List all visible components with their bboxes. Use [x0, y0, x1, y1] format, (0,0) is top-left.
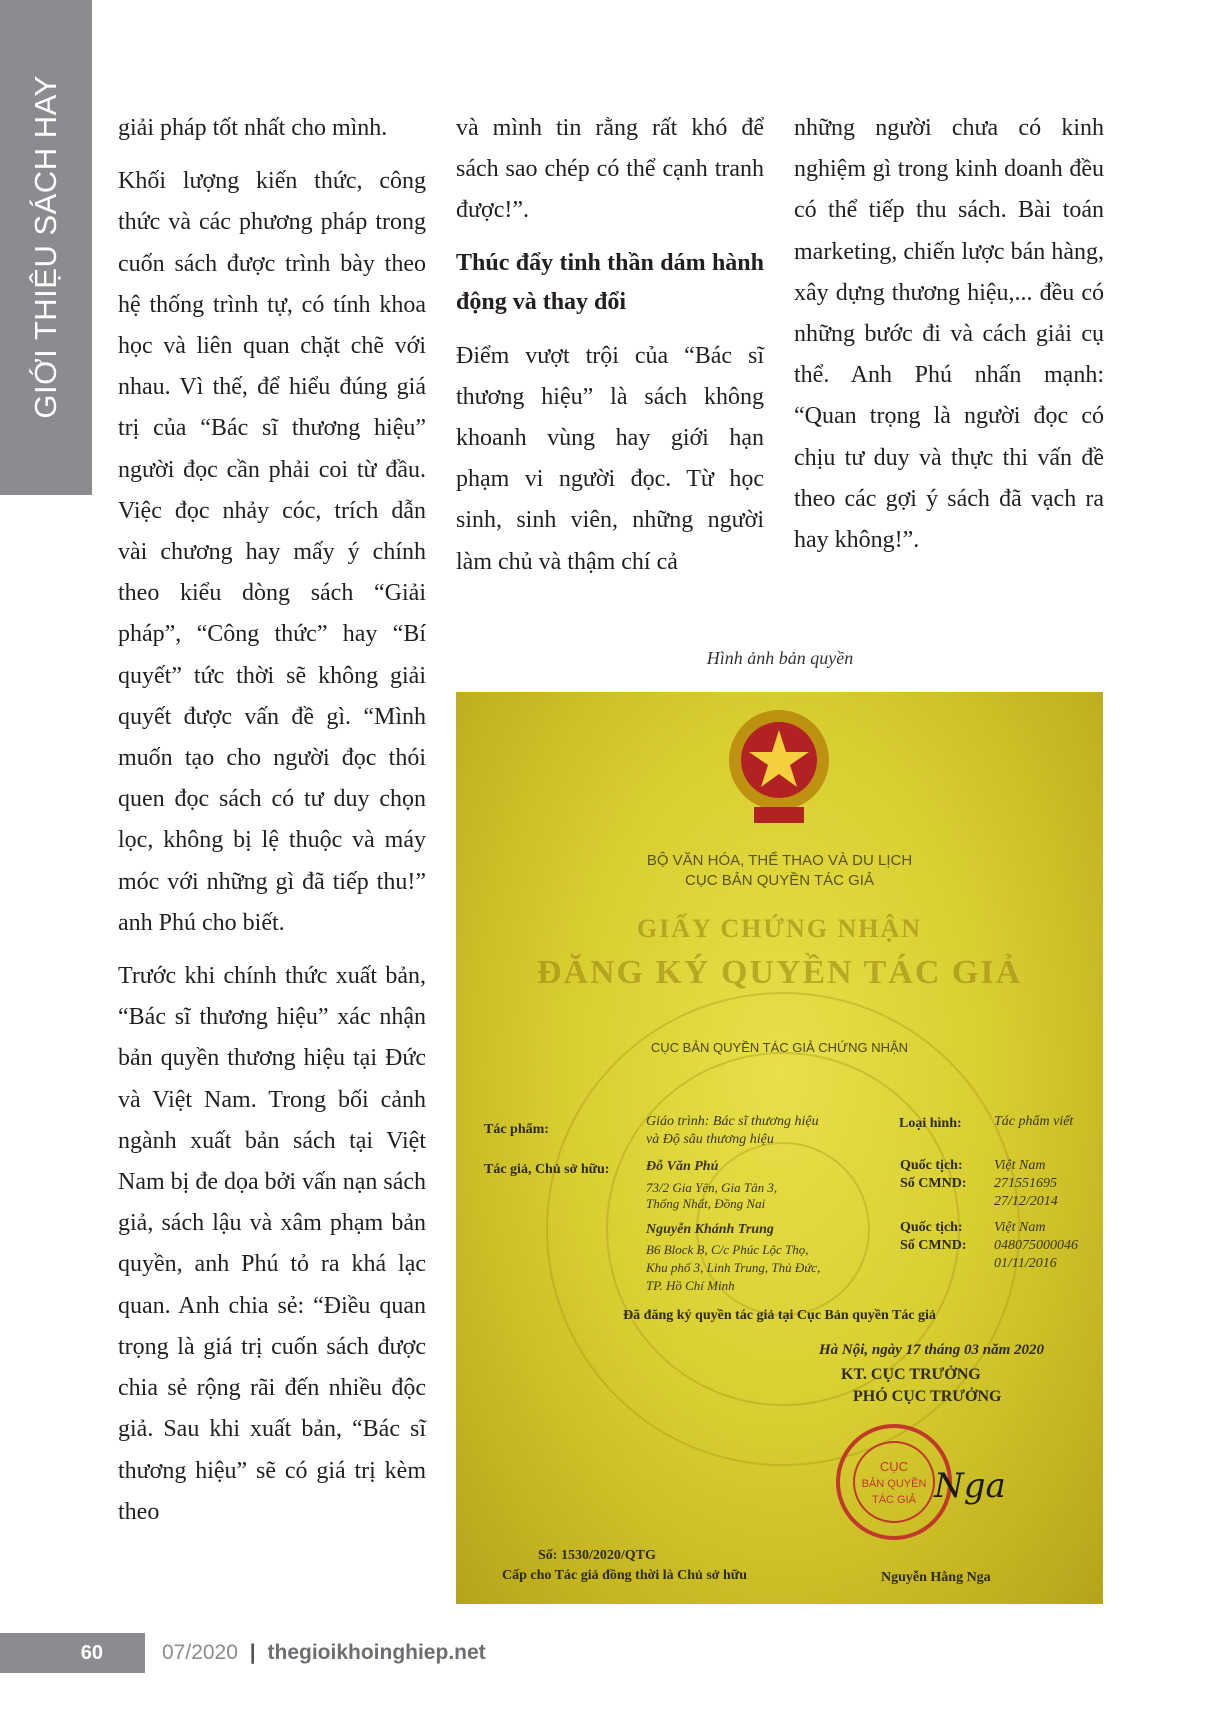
author2-id: 048075000046 — [994, 1238, 1078, 1253]
paragraph: những người chưa có kinh nghiệm gì trong kinh doanh đều có thể tiếp thu sách. Bài toán marketing, chiến lược bán hàng, xây dựng thương hiệu,... đều có những bước đi và cách giải cụ thể. Anh Phú nhấn mạnh: “Quan trọng là người đọc có chịu tư duy và thực thi vấn đề theo các gợi ý sách đã vạch ra hay không!”. — [794, 115, 1104, 554]
signer-name: Nguyễn Hằng Nga — [881, 1570, 991, 1585]
issue-date: 07/2020 — [162, 1641, 238, 1664]
certificate-title-line2: ĐĂNG KÝ QUYỀN TÁC GIẢ — [536, 954, 1023, 991]
place-date: Hà Nội, ngày 17 tháng 03 năm 2020 — [819, 1342, 1045, 1358]
type-value: Tác phẩm viết — [994, 1114, 1074, 1129]
author-label: Tác giả, Chủ sở hữu: — [484, 1162, 610, 1177]
article-column-2 — [456, 108, 764, 595]
certificate-department: CỤC BẢN QUYỀN TÁC GIẢ — [685, 872, 874, 889]
article-column-3 — [794, 108, 1104, 573]
author1-address: Thống Nhất, Đồng Nai — [646, 1196, 766, 1211]
paragraph: Trước khi chính thức xuất bản, “Bác sĩ thương hiệu” xác nhận bản quyền thương hiệu tại Đức và Việt Nam. Trong bối cảnh ngành xuất bản sách tại Việt Nam bị đe dọa bởi vấn nạn sách giả, sách lậu và xâm phạm bản quyền, anh Phú tỏ ra khá lạc quan. Anh chia sẻ: “Điều quan trọng là giá trị cuốn sách được chia sẻ rộng rãi đến nhiều độc giả. Sau khi xuất bản, “Bác sĩ thương hiệu” sẽ có giá trị kèm theo — [118, 963, 426, 1525]
article-column-1 — [118, 108, 426, 1545]
nationality-label: Quốc tịch: — [900, 1220, 963, 1235]
footer-info — [162, 1633, 486, 1673]
website-link[interactable]: thegioikhoinghiep.net — [267, 1641, 486, 1664]
certificate-ministry: BỘ VĂN HÓA, THỂ THAO VÀ DU LỊCH — [646, 852, 913, 869]
author1-name: Đỗ Văn Phú — [646, 1159, 719, 1174]
certificate-certifies: CỤC BẢN QUYỀN TÁC GIẢ CHỨNG NHẬN — [650, 1040, 909, 1055]
author2-name: Nguyễn Khánh Trung — [646, 1222, 774, 1237]
author2-address: Khu phố 3, Linh Trung, Thủ Đức, — [646, 1260, 821, 1275]
nationality-label: Quốc tịch: — [900, 1158, 963, 1173]
seal-text: BẢN QUYỀN — [861, 1478, 927, 1490]
section-label: GIỚI THIỆU SÁCH HAY — [28, 75, 63, 419]
seal-text: CỤC — [879, 1459, 909, 1474]
author1-nationality: Việt Nam — [994, 1158, 1046, 1173]
signature: Nga — [934, 1466, 1006, 1506]
author2-nationality: Việt Nam — [994, 1220, 1046, 1235]
author1-address: 73/2 Gia Yên, Gia Tân 3, — [646, 1180, 778, 1195]
red-seal-icon — [834, 1417, 1006, 1547]
paragraph: Điểm vượt trội của “Bác sĩ thương hiệu” là sách không khoanh vùng hay giới hạn phạm vi người đọc. Từ học sinh, sinh viên, những người làm chủ và thậm chí cả — [456, 342, 764, 575]
work-value: và Độ sâu thương hiệu — [646, 1132, 774, 1147]
paragraph: và mình tin rằng rất khó để sách sao chép có thể cạnh tranh được!”. — [456, 115, 764, 224]
certificate-title-line1: GIẤY CHỨNG NHẬN — [636, 914, 923, 943]
registration-statement: Đã đăng ký quyền tác giả tại Cục Bản quyền Tác giả — [623, 1308, 936, 1323]
copyright-certificate-photo — [456, 692, 1103, 1604]
author2-id-date: 01/11/2016 — [994, 1256, 1057, 1271]
work-value: Giáo trình: Bác sĩ thương hiệu — [646, 1114, 819, 1129]
national-emblem-icon — [709, 702, 849, 832]
section-heading: Thúc đẩy tinh thần dám hành động và thay đổi — [456, 249, 764, 315]
footer-separator: | — [249, 1641, 256, 1664]
page-number: 60 — [80, 1642, 103, 1664]
id-label: Số CMND: — [900, 1238, 967, 1253]
figure-caption: Hình ảnh bản quyền — [706, 648, 854, 668]
issued-to: Cấp cho Tác giả đồng thời là Chủ sở hữu — [502, 1568, 747, 1583]
page-number-bar — [0, 1633, 145, 1673]
type-label: Loại hình: — [899, 1116, 962, 1131]
author2-address: TP. Hồ Chí Minh — [646, 1278, 735, 1293]
paragraph: giải pháp tốt nhất cho mình. — [118, 115, 388, 141]
signer-position: KT. CỤC TRƯỞNG — [841, 1366, 981, 1383]
certificate-number: Số: 1530/2020/QTG — [538, 1548, 656, 1563]
author1-id: 271551695 — [994, 1176, 1057, 1191]
author2-address: B6 Block B, C/c Phúc Lộc Thọ, — [646, 1242, 809, 1257]
work-label: Tác phẩm: — [484, 1122, 549, 1137]
id-label: Số CMND: — [900, 1176, 967, 1191]
paragraph: Khối lượng kiến thức, công thức và các phương pháp trong cuốn sách được trình bày theo hệ thống trình tự, có tính khoa học và liên quan chặt chẽ với nhau. Vì thế, để hiểu đúng giá trị của “Bác sĩ thương hiệu” người đọc cần phải coi từ đầu. Việc đọc nhảy cóc, trích dẫn vài chương hay mấy ý chính theo kiểu dòng sách “Giải pháp”, “Công thức” hay “Bí quyết” tức thời sẽ không giải quyết được vấn đề gì. “Mình muốn tạo cho người đọc thói quen đọc sách có tư duy chọn lọc, không bị lệ thuộc và máy móc với những gì đã tiếp thu!” anh Phú cho biết. — [118, 168, 426, 936]
seal-text: TÁC GIẢ — [871, 1494, 917, 1506]
author1-id-date: 27/12/2014 — [994, 1194, 1058, 1209]
signer-position: PHÓ CỤC TRƯỞNG — [853, 1388, 1002, 1405]
section-sidebar — [0, 0, 92, 495]
